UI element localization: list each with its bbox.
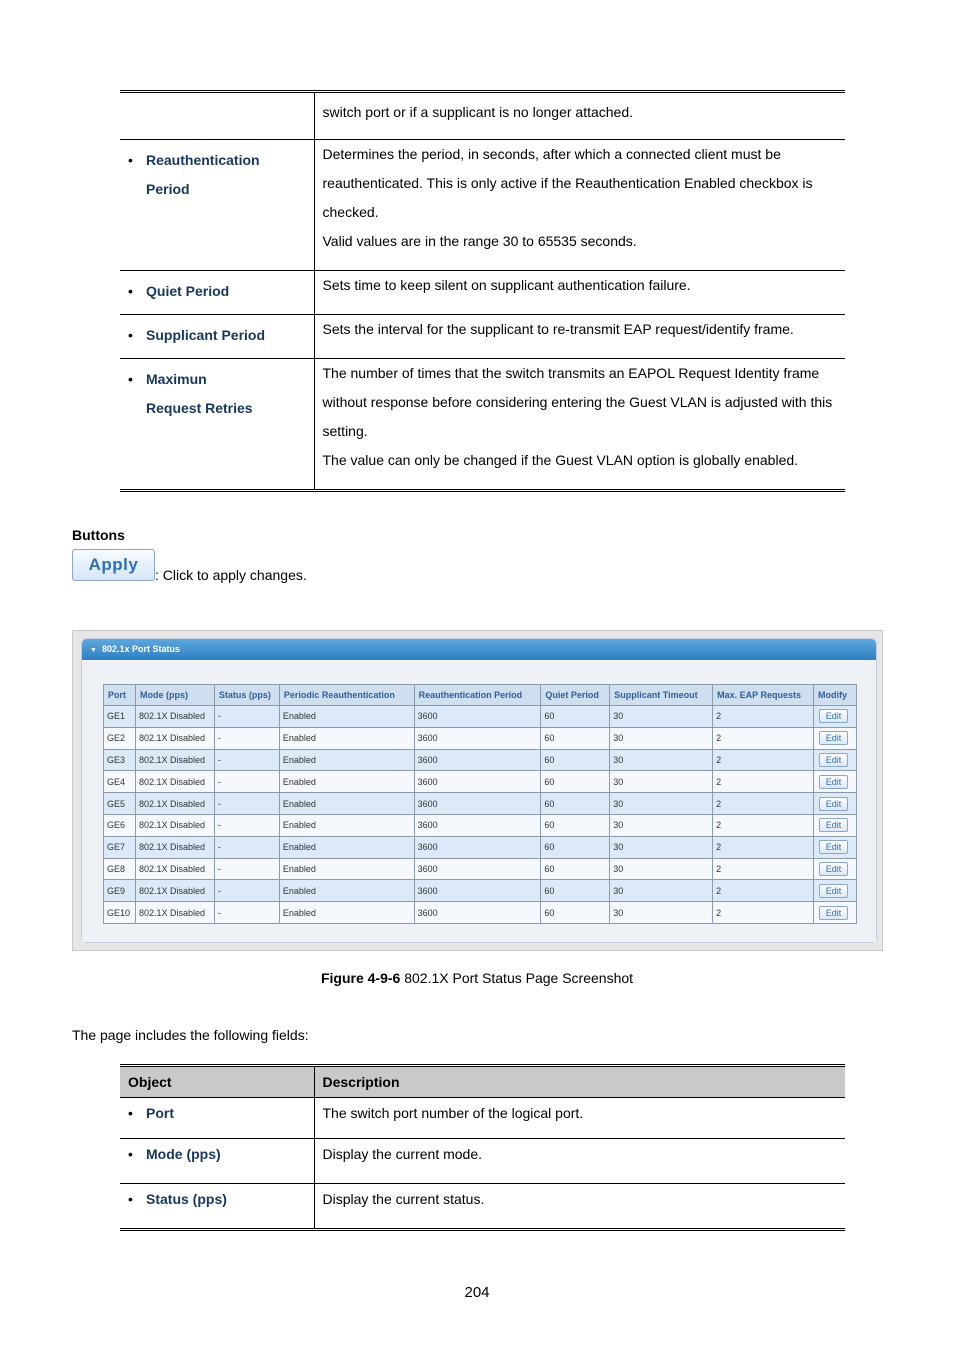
table-cell: 60 [541,771,610,793]
table-row [120,1098,845,1139]
table-cell: GE2 [104,727,136,749]
table-cell: GE7 [104,836,136,858]
object-description: switch port or if a supplicant is no longer attached. [322,104,634,120]
table-row [120,92,845,140]
table-cell: 30 [610,771,713,793]
table-row [104,771,857,793]
table-cell: 60 [541,902,610,924]
column-header: Periodic Reauthentication [279,685,414,706]
edit-button[interactable]: Edit [819,775,848,789]
column-header: Quiet Period [541,685,610,706]
table-cell: 60 [541,858,610,880]
table-cell: 30 [610,836,713,858]
table-cell: Enabled [279,771,414,793]
apply-button[interactable]: Apply [72,549,155,581]
table-cell: 30 [610,706,713,728]
table-cell: 2 [713,858,814,880]
table-cell: 2 [713,706,814,728]
table-cell: Enabled [279,793,414,815]
object-name: • Quiet Period [128,277,308,306]
column-header: Reauthentication Period [414,685,541,706]
object-description: Display the current status. [314,1184,845,1230]
table-cell: Enabled [279,814,414,836]
table-cell: 802.1X Disabled [135,858,214,880]
edit-button[interactable]: Edit [819,709,848,723]
intro-text: The page includes the following fields: [72,1027,309,1043]
table-cell: - [214,814,279,836]
table-cell: 2 [713,793,814,815]
table-cell: 30 [610,880,713,902]
table-row [120,315,845,359]
table-cell: - [214,902,279,924]
object-name: • Supplicant Period [128,321,308,350]
table-cell: - [214,836,279,858]
edit-button[interactable]: Edit [819,884,848,898]
table-cell: 3600 [414,836,541,858]
table-cell: 30 [610,793,713,815]
edit-button[interactable]: Edit [819,840,848,854]
table-cell: GE9 [104,880,136,902]
table-cell: 30 [610,902,713,924]
table-cell: 60 [541,727,610,749]
object-description: Display the current mode. [314,1139,845,1184]
table-cell: Enabled [279,902,414,924]
table-cell: - [214,706,279,728]
table-cell: 2 [713,902,814,924]
edit-button[interactable]: Edit [819,906,848,920]
table-cell: 60 [541,880,610,902]
table-row [104,727,857,749]
object-description: The number of times that the switch transmits an EAPOL Request Identity frame without response before considering entering the Guest VLAN is adjusted with this setting. [322,365,833,439]
object-name: • Status (pps) [128,1190,308,1208]
table-cell: 60 [541,749,610,771]
figure-title: 802.1X Port Status Page Screenshot [400,970,634,986]
table-cell: - [214,771,279,793]
object-name: • Reauthentication Period [128,146,263,204]
table-row [104,814,857,836]
table-row [104,880,857,902]
table-cell: 3600 [414,771,541,793]
figure-caption [0,970,954,986]
table-cell: 2 [713,749,814,771]
buttons-heading: Buttons [72,527,125,543]
table-row [104,902,857,924]
object-description: Determines the period, in seconds, after which a connected client must be reauthenticated. This is only active if the Reauthentication Enabled checkbox is checked. [322,146,813,220]
table-row [120,271,845,315]
port-status-table [103,684,857,924]
table-cell: 2 [713,771,814,793]
table-cell: 60 [541,706,610,728]
table-cell: 2 [713,836,814,858]
table-cell: Enabled [279,880,414,902]
table-row [120,140,845,271]
table-cell: 802.1X Disabled [135,706,214,728]
figure-number: Figure 4-9-6 [320,970,401,986]
table-cell: GE6 [104,814,136,836]
table-cell: GE8 [104,858,136,880]
table-row [120,1184,845,1230]
port-status-screenshot [72,630,883,951]
table-cell: Enabled [279,727,414,749]
table-cell: - [214,749,279,771]
column-header: Max. EAP Requests [713,685,814,706]
table-cell: - [214,727,279,749]
top-object-table [120,90,845,492]
table-cell: 802.1X Disabled [135,793,214,815]
table-cell: 30 [610,814,713,836]
table-row [120,1139,845,1184]
table-row [104,858,857,880]
port-status-panel [81,638,877,943]
table-cell: 60 [541,793,610,815]
table-cell: 802.1X Disabled [135,771,214,793]
table-row [104,706,857,728]
object-description: Valid values are in the range 30 to 65535 seconds. [322,233,637,249]
column-header: Object [120,1066,314,1098]
collapse-arrow-icon[interactable]: ▼ [90,647,97,654]
table-cell: 3600 [414,814,541,836]
table-cell: Enabled [279,749,414,771]
table-cell: 3600 [414,706,541,728]
column-header: Mode (pps) [135,685,214,706]
table-row [104,749,857,771]
page-number: 204 [464,1284,490,1301]
edit-button[interactable]: Edit [819,753,848,767]
table-cell: - [214,880,279,902]
table-cell: - [214,858,279,880]
table-cell: 802.1X Disabled [135,814,214,836]
object-description: The value can only be changed if the Guest VLAN option is globally enabled. [322,452,799,468]
table-cell: 2 [713,880,814,902]
object-description: Sets time to keep silent on supplicant authentication failure. [322,277,691,293]
table-cell: 60 [541,836,610,858]
table-row [120,359,845,491]
table-cell: 2 [713,814,814,836]
table-cell: 802.1X Disabled [135,902,214,924]
column-header: Status (pps) [214,685,279,706]
table-cell: 30 [610,858,713,880]
edit-button[interactable]: Edit [819,862,848,876]
object-name: • Port [128,1104,308,1122]
fields-table [120,1064,845,1231]
object-name: • Maximun Request Retries [128,365,263,423]
apply-description: : Click to apply changes. [155,567,307,583]
table-cell: GE3 [104,749,136,771]
table-cell: Enabled [279,706,414,728]
table-cell: 60 [541,814,610,836]
table-cell: 3600 [414,793,541,815]
column-header: Description [314,1066,845,1098]
table-cell: Enabled [279,836,414,858]
table-row [104,836,857,858]
table-cell: GE5 [104,793,136,815]
table-cell: 30 [610,749,713,771]
table-cell: Enabled [279,858,414,880]
object-description: The switch port number of the logical port. [322,1105,584,1121]
edit-button[interactable]: Edit [819,818,848,832]
panel-title: 802.1x Port Status [101,644,180,654]
object-description: Sets the interval for the supplicant to re-transmit EAP request/identify frame. [322,321,794,337]
column-header: Modify [814,685,857,706]
table-cell: GE1 [104,706,136,728]
column-header: Port [104,685,136,706]
table-cell: 802.1X Disabled [135,880,214,902]
table-cell: 3600 [414,858,541,880]
table-cell: GE10 [104,902,136,924]
table-cell: 802.1X Disabled [135,836,214,858]
table-cell: 802.1X Disabled [135,749,214,771]
panel-header[interactable] [82,639,876,660]
table-row [104,793,857,815]
table-cell: 3600 [414,880,541,902]
table-cell: 30 [610,727,713,749]
edit-button[interactable]: Edit [819,731,848,745]
table-cell: 802.1X Disabled [135,727,214,749]
object-name: • Mode (pps) [128,1145,308,1163]
table-cell: - [214,793,279,815]
table-cell: 3600 [414,749,541,771]
edit-button[interactable]: Edit [819,797,848,811]
table-cell: 2 [713,727,814,749]
table-cell: 3600 [414,727,541,749]
table-cell: 3600 [414,902,541,924]
column-header: Supplicant Timeout [610,685,713,706]
table-cell: GE4 [104,771,136,793]
